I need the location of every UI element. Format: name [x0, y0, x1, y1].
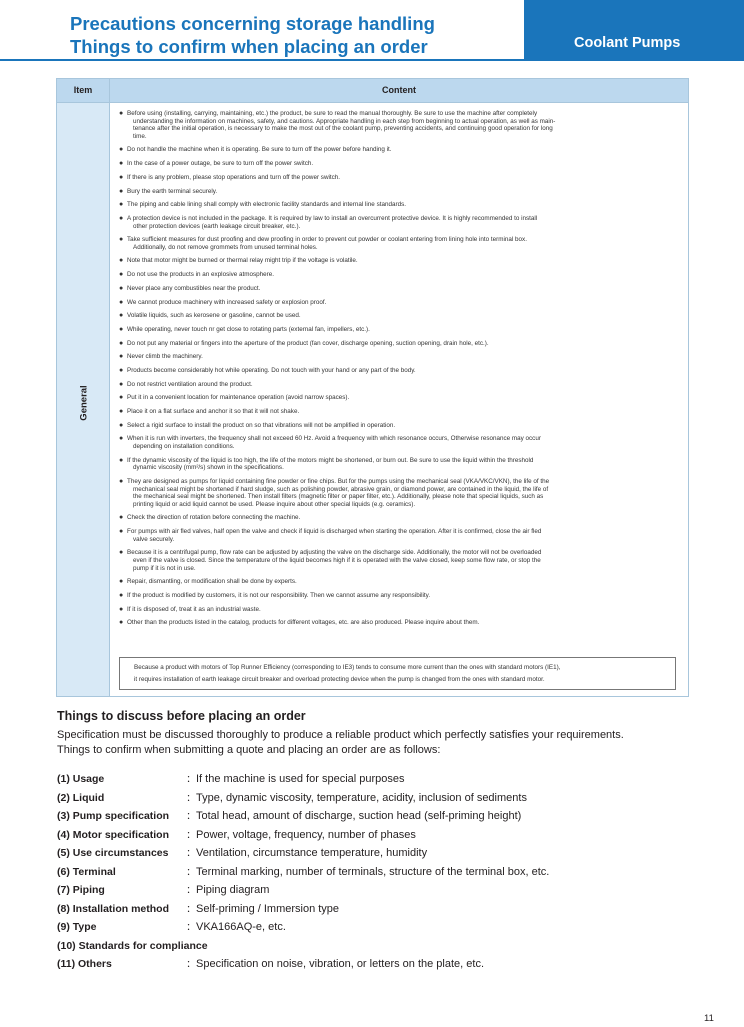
bullet-icon: ●	[119, 514, 124, 522]
bullet-icon: ●	[119, 160, 124, 168]
precaution-line: Place it on a flat surface and anchor it so that it will not shake.	[127, 408, 300, 416]
discuss-item	[57, 828, 697, 847]
discuss-item	[57, 939, 697, 958]
discuss-item	[57, 865, 697, 884]
precaution-line: We cannot produce machinery with increased safety or explosion proof.	[127, 298, 327, 306]
precaution-line: Do not put any material or fingers into the aperture of the product (fan cover, discharge opening, suction opening, drain hole, etc.).	[127, 339, 489, 347]
discuss-item-separator: ：	[186, 828, 197, 841]
discuss-item-label: (3) Pump specification	[57, 810, 170, 822]
precaution-line: A protection device is not included in the package. It is required by law to install an overcurrent protective device. It is highly recommended to install	[127, 214, 538, 222]
discuss-list	[57, 772, 697, 976]
precaution-item	[119, 110, 679, 140]
precaution-item	[119, 215, 679, 230]
bullet-icon: ●	[119, 173, 124, 181]
precaution-item	[119, 312, 679, 320]
bullet-icon: ●	[119, 366, 124, 374]
precaution-item	[119, 257, 679, 265]
precaution-line: even if the valve is closed. Since the temperature of the liquid becomes high if it is operated with the valve closed, keep some flow rate, or stop the	[133, 557, 541, 564]
discuss-item-label: (4) Motor specification	[57, 828, 170, 841]
bullet-icon: ●	[119, 591, 124, 599]
discuss-item	[57, 920, 697, 939]
bullet-icon: ●	[119, 146, 124, 154]
discuss-intro	[57, 728, 697, 758]
discuss-item-label: (9) Type	[57, 921, 97, 933]
discuss-heading: Things to discuss before placing an order	[57, 709, 306, 723]
precaution-line: Bury the earth terminal securely.	[127, 187, 218, 195]
bullet-icon: ●	[119, 339, 124, 347]
precaution-line: tenance after the initial operation, is necessary to make the most out of the coolant pump, preventing accidents, and continuing good operation for long	[133, 125, 553, 133]
precaution-item	[119, 299, 679, 307]
bullet-icon: ●	[119, 477, 124, 485]
bullet-icon: ●	[119, 605, 124, 613]
discuss-item-label: (11) Others	[57, 958, 112, 970]
item-label: General	[78, 385, 90, 421]
precaution-item	[119, 394, 679, 402]
precaution-item	[119, 619, 679, 627]
column-header-content: Content	[110, 79, 688, 103]
precaution-line: If it is disposed of, treat it as an industrial waste.	[127, 605, 261, 613]
note-line-2: it requires installation of earth leakage circuit breaker and overload protecting device when the pump is changed from the ones with standard motor.	[134, 676, 545, 683]
precaution-item	[119, 174, 679, 182]
discuss-item-separator: ：	[186, 847, 197, 859]
bullet-icon: ●	[119, 284, 124, 292]
note-box	[119, 657, 676, 690]
precaution-line: Do not restrict ventilation around the product.	[127, 380, 253, 388]
precaution-line: dynamic viscosity (mm²/s) shown in the specifications.	[133, 464, 284, 472]
precaution-line: Select a rigid surface to install the product on so that vibrations will not be amplified in operation.	[127, 421, 396, 429]
precaution-item	[119, 367, 679, 375]
discuss-intro-line-1: Specification must be discussed thoroughly to produce a reliable product which perfectly satisfies your requirements.	[57, 729, 624, 741]
discuss-item-value: Piping diagram	[196, 884, 270, 896]
precaution-line: pump if it is not in use.	[133, 564, 196, 572]
bullet-icon: ●	[119, 110, 124, 117]
discuss-item-value: Specification on noise, vibration, or letters on the plate, etc.	[196, 958, 484, 970]
section-tab	[524, 0, 744, 59]
discuss-item-label: (10) Standards for compliance	[57, 939, 208, 952]
discuss-item-value: If the machine is used for special purposes	[196, 773, 405, 785]
discuss-item	[57, 772, 697, 791]
discuss-item	[57, 846, 697, 865]
bullet-icon: ●	[119, 380, 124, 388]
bullet-icon: ●	[119, 201, 124, 209]
discuss-item-value: Total head, amount of discharge, suction head (self-priming height)	[196, 810, 522, 822]
discuss-item-separator: ：	[186, 791, 197, 804]
precaution-item	[119, 606, 679, 614]
precaution-item	[119, 201, 679, 209]
precaution-line: Repair, dismantling, or modification shall be done by experts.	[127, 578, 297, 586]
page-title-line-2: Things to confirm when placing an order	[70, 36, 428, 57]
precaution-item	[119, 528, 679, 543]
precaution-item	[119, 381, 679, 389]
bullet-icon: ●	[119, 421, 124, 429]
bullet-icon: ●	[119, 214, 124, 222]
precaution-item	[119, 578, 679, 586]
section-tab-label: Coolant Pumps	[574, 35, 681, 51]
precaution-line: When it is run with inverters, the frequency shall not exceed 60 Hz. Avoid a frequency with which resonance occurs, Otherwise resonance may occur	[127, 435, 541, 443]
bullet-icon: ●	[119, 549, 124, 557]
bullet-icon: ●	[119, 312, 124, 320]
discuss-item-separator: ：	[186, 958, 197, 970]
bullet-icon: ●	[119, 435, 124, 443]
bullet-icon: ●	[119, 456, 124, 464]
precaution-item	[119, 457, 679, 472]
bullet-icon: ●	[119, 394, 124, 402]
precaution-item	[119, 188, 679, 196]
precaution-line: printing liquid or acid liquid cannot be used. Please inquire about other special liquids (e.g. ceramics).	[133, 500, 416, 508]
precaution-item	[119, 340, 679, 348]
discuss-item-separator: ：	[186, 865, 197, 878]
discuss-item	[57, 902, 697, 921]
precaution-line: Do not handle the machine when it is operating. Be sure to turn off the power before handing it.	[127, 146, 392, 154]
item-cell	[57, 103, 110, 696]
precautions-table	[56, 78, 689, 697]
precaution-line: time.	[133, 132, 147, 140]
precaution-line: Before using (installing, carrying, maintaining, etc.) the product, be sure to read the manual thoroughly. Be sure to use the machine after completely	[127, 110, 538, 117]
precaution-line: Because it is a centrifugal pump, flow rate can be adjusted by adjusting the valve on the discharge side. Additionally, the motor will not be overloaded	[127, 549, 542, 557]
precaution-line: Volatile liquids, such as kerosene or gasoline, cannot be used.	[127, 312, 301, 320]
precaution-item	[119, 326, 679, 334]
discuss-item-label: (8) Installation method	[57, 902, 170, 915]
precaution-line: depending on installation conditions.	[133, 443, 235, 450]
precaution-item	[119, 236, 679, 251]
precaution-item	[119, 422, 679, 430]
precaution-line: other protection devices (earth leakage circuit breaker, etc.).	[133, 222, 301, 230]
bullet-icon: ●	[119, 325, 124, 333]
precaution-line: They are designed as pumps for liquid containing fine powder or fine chips. But for the pumps using the mechanical seal (VKA/VKC/VKN), the life of the	[127, 477, 550, 485]
precaution-item	[119, 271, 679, 279]
precaution-line: In the case of a power outage, be sure to turn off the power switch.	[127, 160, 314, 168]
precaution-line: Do not use the products in an explosive atmosphere.	[127, 271, 275, 279]
bullet-icon: ●	[119, 257, 124, 265]
precaution-item	[119, 160, 679, 168]
bullet-icon: ●	[119, 187, 124, 195]
discuss-intro-line-2: Things to confirm when submitting a quote and placing an order are as follows:	[57, 744, 441, 756]
precaution-line: While operating, never touch nr get close to rotating parts (external fan, impellers, etc.).	[127, 325, 370, 333]
discuss-item	[57, 809, 697, 828]
precaution-line: Put it in a convenient location for maintenance operation (avoid narrow spaces).	[127, 394, 350, 402]
precaution-item	[119, 285, 679, 293]
precaution-item	[119, 146, 679, 154]
bullet-icon: ●	[119, 353, 124, 361]
precaution-line: The piping and cable lining shall comply with electronic facility standards and internal line standards.	[127, 201, 406, 209]
discuss-item-value: Ventilation, circumstance temperature, humidity	[196, 847, 428, 859]
precaution-line: valve securely.	[133, 535, 175, 543]
precaution-line: Never place any combustibles near the product.	[127, 284, 261, 292]
discuss-item-value: Terminal marking, number of terminals, structure of the terminal box, etc.	[196, 865, 550, 878]
precaution-line: If there is any problem, please stop operations and turn off the power switch.	[127, 173, 341, 181]
precaution-item	[119, 435, 679, 450]
discuss-item	[57, 791, 697, 810]
discuss-item-separator: ：	[186, 773, 197, 785]
discuss-item-value: Power, voltage, frequency, number of phases	[196, 828, 416, 841]
precaution-line: For pumps with air fled valves, half open the valve and check if liquid is discharged when starting the operation. After it is confirmed, close the air fled	[127, 528, 542, 536]
discuss-item-separator: ：	[186, 884, 197, 896]
discuss-item-label: (2) Liquid	[57, 791, 105, 804]
header-rule	[0, 59, 744, 61]
bullet-icon: ●	[119, 528, 124, 536]
bullet-icon: ●	[119, 298, 124, 306]
precaution-line: Products become considerably hot while operating. Do not touch with your hand or any part of the body.	[127, 366, 416, 374]
precaution-line: the mechanical seal might be shortened. Then install filters (magnetic filter or paper filter, etc.). Additionally, please note that special liquids, such as	[133, 493, 544, 501]
precaution-item	[119, 592, 679, 600]
discuss-item	[57, 883, 697, 902]
page-number: 11	[704, 1013, 714, 1024]
discuss-item-value: Type, dynamic viscosity, temperature, acidity, inclusion of sediments	[196, 791, 527, 804]
precaution-line: If the product is modified by customers, it is not our responsibility. Then we cannot assume any responsibility.	[127, 591, 431, 599]
discuss-item	[57, 957, 697, 976]
discuss-item-label: (5) Use circumstances	[57, 847, 169, 859]
discuss-item-separator: ：	[186, 810, 197, 822]
note-line-1: Because a product with motors of Top Runner Efficiency (corresponding to IE3) tends to consume more current than the ones with standard motors (IE1),	[134, 664, 561, 671]
bullet-icon: ●	[119, 619, 124, 627]
precaution-item	[119, 514, 679, 522]
bullet-icon: ●	[119, 271, 124, 279]
discuss-item-value: Self-priming / Immersion type	[196, 902, 340, 915]
precaution-line: Other than the products listed in the catalog, products for different voltages, etc. are also produced. Please inquire about them.	[127, 619, 480, 627]
precaution-line: Never climb the machinery.	[127, 353, 203, 361]
precaution-line: mechanical seal might be shortened if hard sludge, such as polishing powder, abrasive grain, or diamond power, are contained in the liquid, the life of	[133, 485, 549, 493]
discuss-item-label: (1) Usage	[57, 773, 105, 785]
precautions-list	[119, 110, 679, 633]
bullet-icon: ●	[119, 408, 124, 416]
precaution-line: If the dynamic viscosity of the liquid is too high, the life of the motors might be shortened, or burn out. Be sure to use the liquid within the threshold	[127, 456, 534, 464]
bullet-icon: ●	[119, 578, 124, 586]
discuss-item-label: (7) Piping	[57, 884, 105, 896]
precaution-line: Take sufficient measures for dust proofing and dew proofing in order to prevent cut powder or coolant entering from lining hole into terminal box.	[127, 236, 527, 244]
precaution-line: Check the direction of rotation before connecting the machine.	[127, 514, 301, 522]
discuss-item-label: (6) Terminal	[57, 865, 116, 878]
column-header-item: Item	[57, 79, 110, 103]
precaution-line: Note that motor might be burned or thermal relay might trip if the voltage is volatile.	[127, 257, 358, 265]
precaution-item	[119, 478, 679, 508]
bullet-icon: ●	[119, 236, 124, 244]
precaution-line: Additionally, do not remove grommets from unused terminal holes.	[133, 243, 318, 251]
discuss-item-separator: ：	[186, 921, 197, 933]
precaution-item	[119, 549, 679, 572]
precaution-item	[119, 408, 679, 416]
precaution-line: understanding the information on machines, safety, and cautions. Appropriate handling in each step from beginning to actual operation, as well as main-	[133, 117, 556, 125]
discuss-item-separator: ：	[186, 902, 197, 915]
page-title-line-1: Precautions concerning storage handling	[70, 13, 435, 34]
page-title	[70, 12, 435, 58]
discuss-item-value: VKA166AQ-e, etc.	[196, 921, 286, 933]
precaution-item	[119, 353, 679, 361]
